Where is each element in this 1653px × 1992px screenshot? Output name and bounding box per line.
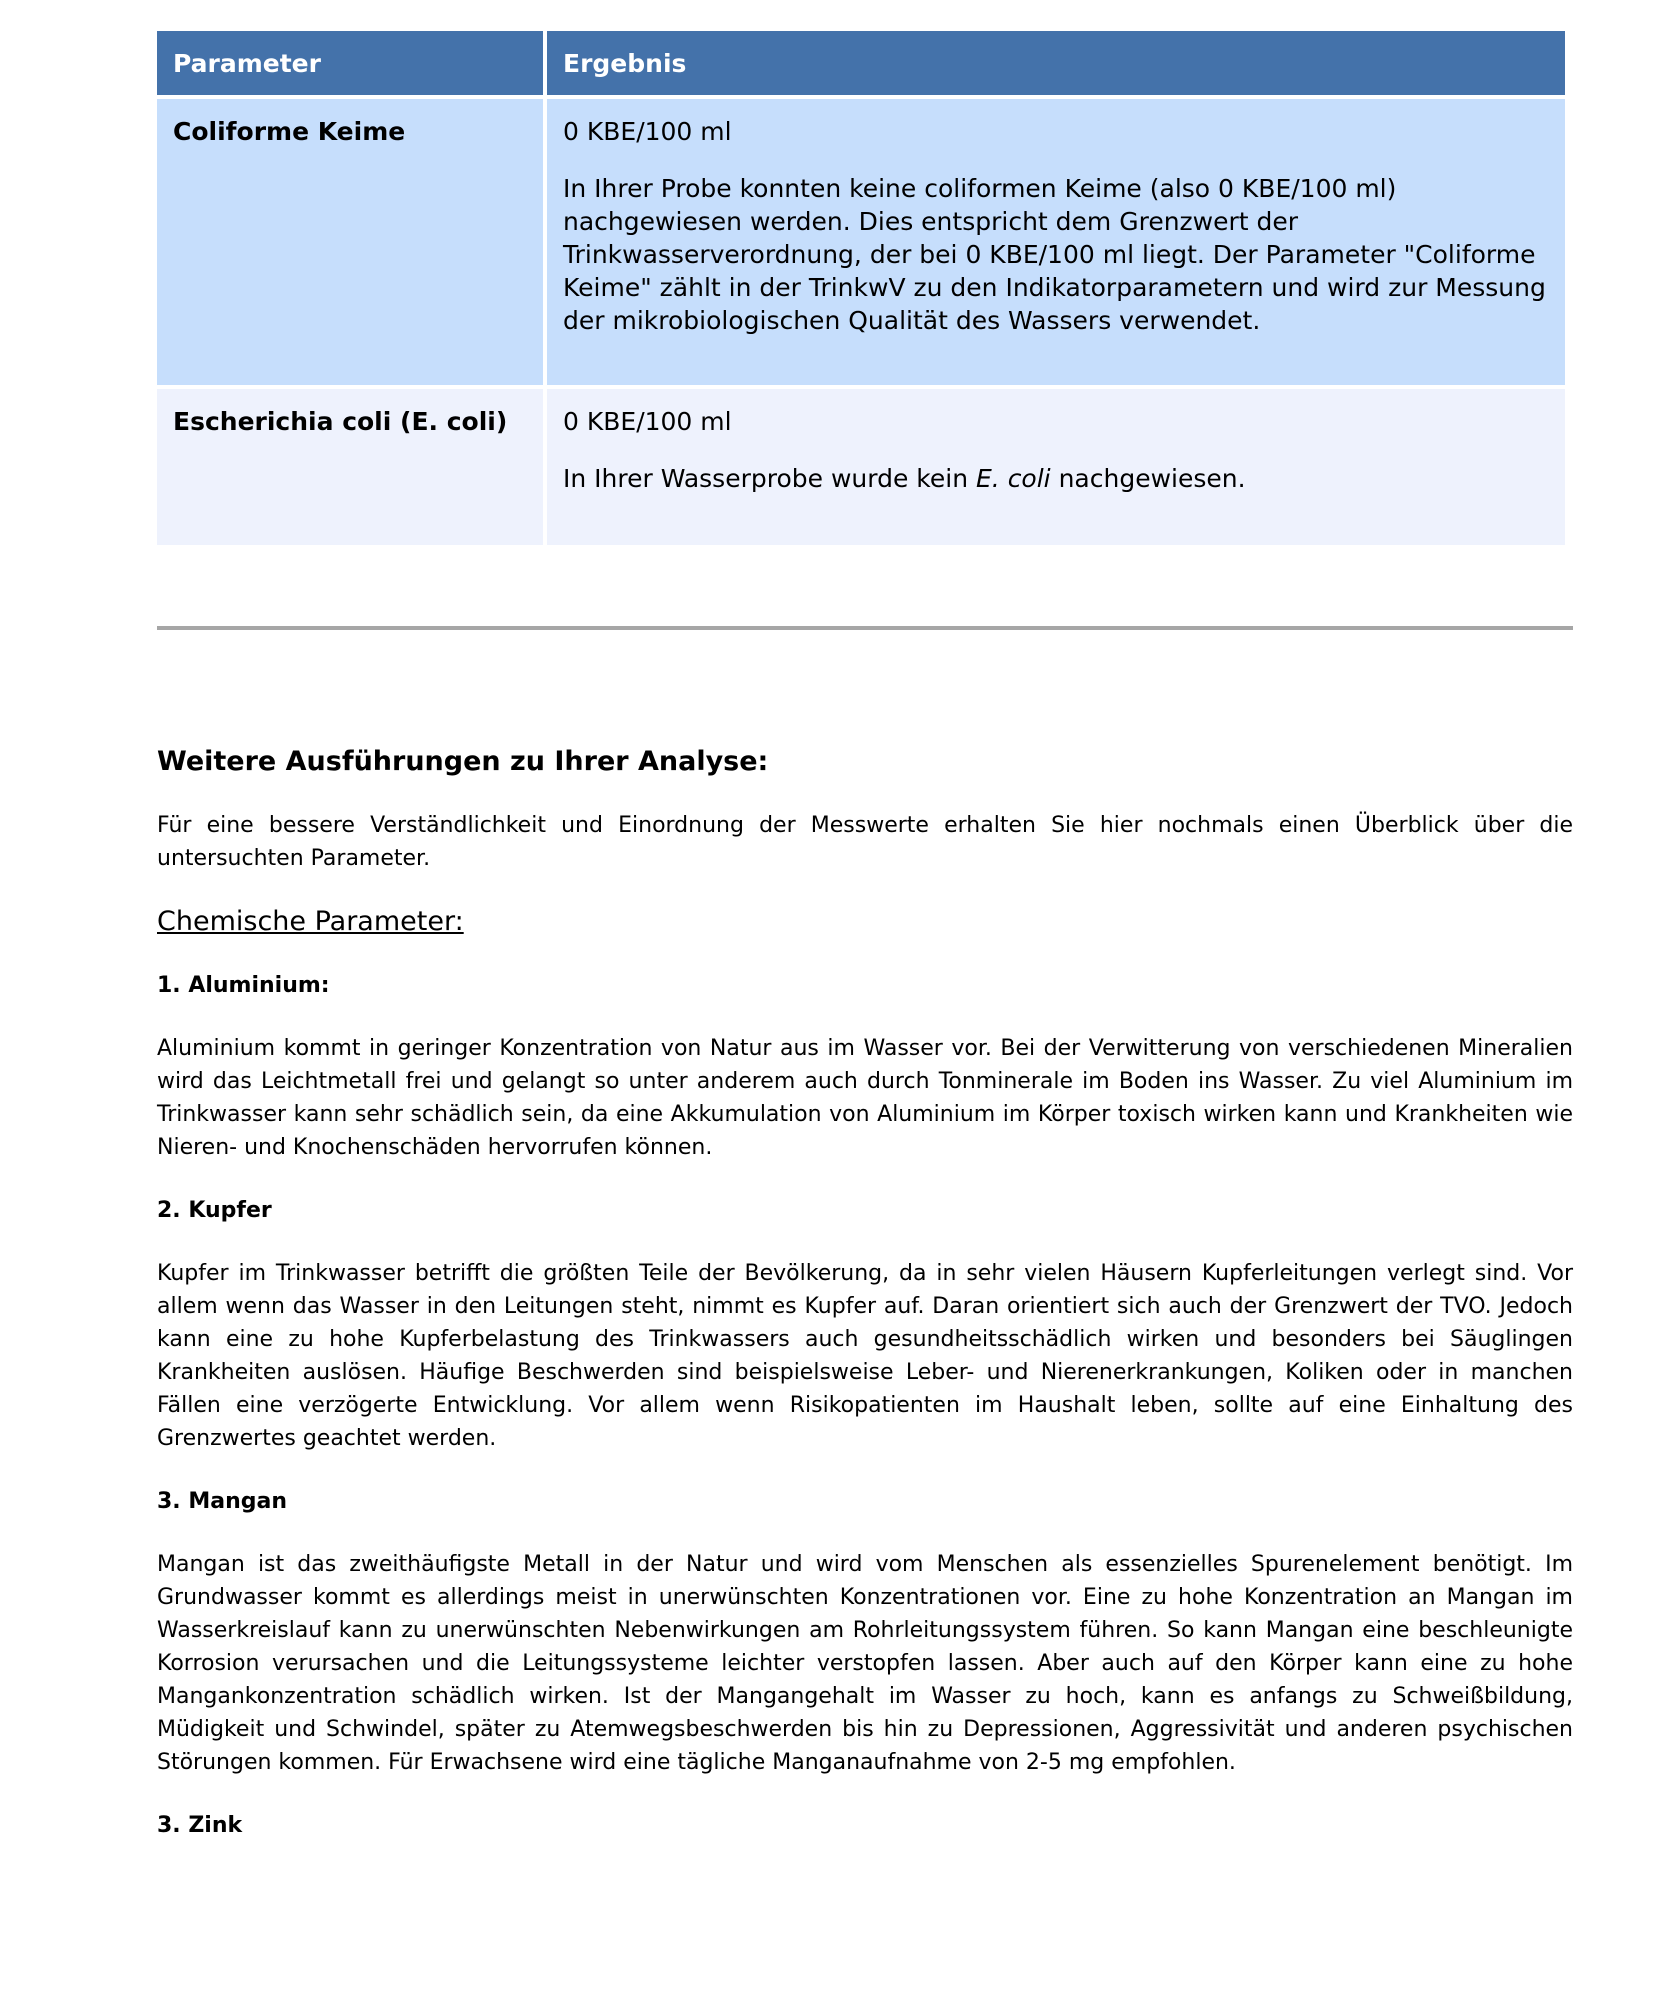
document-page [157, 31, 1573, 1842]
result-note-species: E. coli [976, 464, 1051, 493]
table-row [157, 99, 1565, 385]
result-note-text-end: nachgewiesen. [1050, 464, 1246, 493]
parameter-heading-kupfer: 2. Kupfer [157, 1198, 272, 1223]
parameter-text-mangan: Mangan ist das zweithäufigste Metall in der Natur und wird vom Menschen als essenzielles Spurenelement benötigt. Im Grundwasser kommt es allerdings meist in unerwünschten Konzentrationen vor. Eine zu hohe Konzentration an Mangan im Wasserkreislauf kann zu unerwünschten Nebenwirkungen am Rohrleitungssystem führen. So kann Mangan eine beschleunigte Korrosion verursachen und die Leitungssysteme leichter verstopfen lassen. Aber auch auf den Körper kann eine zu hohe Mangankonzentration schädlich wirken. Ist der Mangangehalt im Wasser zu hoch, kann es anfangs zu Schweißbildung, Müdigkeit und Schwindel, später zu Atemwegsbeschwerden bis hin zu Depressionen, Aggressivität und anderen psychischen Störungen kommen. Für Erwachsene wird eine tägliche Manganaufnahme von 2-5 mg empfohlen. [157, 1552, 1573, 1775]
parameter-heading-aluminium: 1. Aluminium: [157, 973, 330, 998]
parameter-heading-zink: 3. Zink [157, 1813, 243, 1838]
parameter-text-kupfer: Kupfer im Trinkwasser betrifft die größten Teile der Bevölkerung, da in sehr vielen Häusern Kupferleitungen verlegt sind. Vor allem wenn das Wasser in den Leitungen steht, nimmt es Kupfer auf. Daran orientiert sich auch der Grenzwert der TVO. Jedoch kann eine zu hohe Kupferbelastung des Trinkwassers auch gesundheitsschädlich wirken und besonders bei Säuglingen Krankheiten auslösen. Häufige Beschwerden sind beispielsweise Leber- und Nierenerkrankungen, Koliken oder in manchen Fällen eine verzögerte Entwicklung. Vor allem wenn Risikopatienten im Haushalt leben, sollte auf eine Einhaltung des Grenzwertes geachtet werden. [157, 1261, 1573, 1451]
subsection-title: Chemische Parameter: [157, 906, 464, 937]
result-value: 0 KBE/100 ml [563, 117, 732, 146]
intro-paragraph: Für eine bessere Verständlichkeit und Einordnung der Messwerte erhalten Sie hier nochmals einen Überblick über die untersuchten Parameter. [157, 813, 1573, 871]
result-value: 0 KBE/100 ml [563, 407, 732, 436]
table-header-row [157, 31, 1565, 95]
section-title: Weitere Ausführungen zu Ihrer Analyse: [157, 746, 769, 777]
parameter-text-aluminium: Aluminium kommt in geringer Konzentration von Natur aus im Wasser vor. Bei der Verwitterung von verschiedenen Mineralien wird das Leichtmetall frei und gelangt so unter anderem auch durch Tonminerale im Boden ins Wasser. Zu viel Aluminium im Trinkwasser kann sehr schädlich sein, da eine Akkumulation von Aluminium im Körper toxisch wirken kann und Krankheiten wie Nieren- und Knochenschäden hervorrufen können. [157, 1036, 1573, 1160]
table-row [157, 389, 1565, 545]
result-note-text: In Ihrer Wasserprobe wurde kein [563, 464, 976, 493]
result-cell [547, 99, 1565, 385]
parameter-cell: Coliforme Keime [157, 99, 543, 385]
column-header-parameter: Parameter [157, 31, 543, 95]
horizontal-divider [157, 626, 1573, 630]
column-header-ergebnis: Ergebnis [547, 31, 1565, 95]
parameter-heading-mangan: 3. Mangan [157, 1489, 287, 1514]
parameter-cell: Escherichia coli (E. coli) [157, 389, 543, 545]
results-table [153, 27, 1569, 549]
result-note: In Ihrer Probe konnten keine coliformen Keime (also 0 KBE/100 ml) nachgewiesen werden. Dies entspricht dem Grenzwert der Trinkwasserverordnung, der bei 0 KBE/100 ml liegt. Der Parameter "Coliforme Keime" zählt in der TrinkwV zu den Indikatorparametern und wird zur Messung der mikrobiologischen Qualität des Wassers verwendet. [563, 174, 1546, 335]
result-note [563, 462, 1549, 495]
result-cell [547, 389, 1565, 545]
